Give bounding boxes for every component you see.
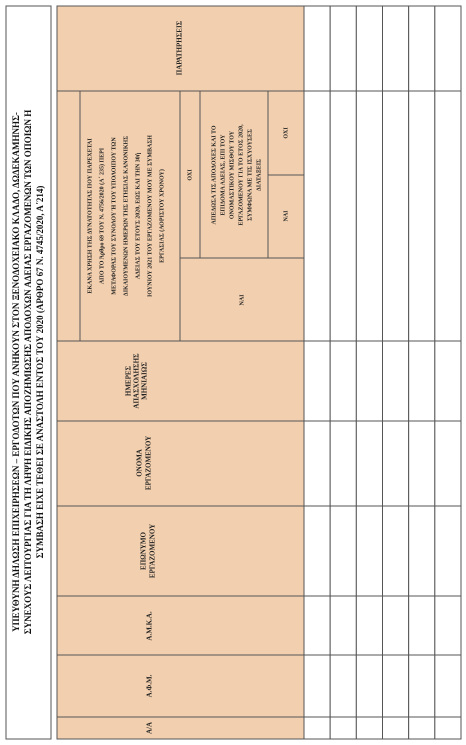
question-1-line-1: ΕΚΑΝΑ ΧΡΗΣΗ ΤΗΣ ΔΥΝΑΤΟΤΗΤΑΣ ΠΟΥ ΠΑΡΕΧΕΤΑΙ xyxy=(87,138,94,294)
question-1-line-3: ΜΕΤΑΦΟΡΑΣ ΤΟΥ ΣΥΝΟΛΟΥ Ή ΤΟΥ ΥΠΟΛΟΙΠΟΥ ΤΩΝ xyxy=(111,137,118,295)
question-1-line-6: ΙΟΥΝΙΟΥ 2021 ΤΟΥ ΕΡΓΑΖΟΜΕΝΟΥ ΜΟΥ ΜΕ ΣΥΜΒΑΣΗ xyxy=(147,135,154,297)
title-line-1: ΥΠΕΥΘΥΝΗ ΔΗΛΩΣΗ ΕΠΙΧΕΙΡΗΣΕΩΝ – ΕΡΓΟΔΟΤΩΝ ΠΟΥ ΑΝΗΚΟΥΝ ΣΤΟΝ ΞΕΝΟΔΟΧΕΙΑΚΟ ΚΛΑΔΟ, ΔΩΔΕΚΑΜΗΝΗΣ- xyxy=(11,112,22,632)
table-row[interactable] xyxy=(330,6,356,739)
question-2-line-2: ΕΠΙΔΟΜΑ ΑΔΕΙΑΣ, ΕΠΙ ΤΟΥ xyxy=(220,134,227,216)
title-line-3: ΣΥΜΒΑΣΗ ΕΙΧΕ ΤΕΘΕΙ ΣΕ ΑΝΑΣΤΟΛΗ ΕΝΤΟΣ ΤΟΥ 2020 (ΑΡΘΡΟ 67 Ν. 4745/2020, Α΄214) xyxy=(35,185,46,559)
table-row[interactable] xyxy=(383,6,409,739)
question-2-line-1: ΑΠΕΔΩΣΑ ΤΙΣ ΑΠΟΔΟΧΕΣ ΚΑΙ ΤΟ xyxy=(211,125,218,225)
column-header-onoma-1: ΟΝΟΜΑ xyxy=(135,449,144,477)
column-header-eponymo-1: ΕΠΩΝΥΜΟ xyxy=(139,532,148,570)
question-1-line-5: ΑΔΕΙΑΣ ΤΟΥ ΕΤΟΥΣ 2020, ΕΩΣ ΚΑΙ ΤΗΝ 30ή xyxy=(135,152,142,280)
column-header-afm: Α.Φ.Μ. xyxy=(145,674,154,698)
question-2-line-5: ΣΥΜΦΩΝΑ ΜΕ ΤΙΣ ΙΣΧΥΟΥΣΕΣ xyxy=(247,129,254,221)
question-1-line-2: ΑΠΟ ΤΟ Άρθρο 69 ΤΟΥ Ν. 4756/2020 (Α΄ 235) ΠΕΡΙ xyxy=(99,147,106,285)
form-title-block xyxy=(6,6,51,739)
q1-answer-no: ΟΧΙ xyxy=(187,169,194,181)
column-header-imeres-2: ΑΠΑΣΧΟΛΗΣΗΣ xyxy=(132,353,141,409)
table-row[interactable] xyxy=(356,6,382,739)
table-row[interactable] xyxy=(304,6,330,739)
q1-answer-yes: ΝΑΙ xyxy=(239,294,246,306)
column-header-imeres-1: ΗΜΕΡΕΣ xyxy=(124,365,133,397)
question-2-line-4: ΕΡΓΑΖΟΜΕΝΟΥ ΓΙΑ ΤΟ ΕΤΟΣ 2020, xyxy=(238,124,245,226)
question-2-line-3: ΟΝΟΜΑΣΤΙΚΟΥ ΜΙΣΘΟΥ ΤΟΥ xyxy=(229,130,236,220)
column-header-imeres-3: ΜΗΝΙΑΙΩΣ xyxy=(140,362,149,400)
question-1-line-7: ΕΡΓΑΣΙΑΣ (ΑΟΡΙΣΤΟΥ ΧΡΟΝΟΥ) xyxy=(159,169,166,263)
table-row[interactable] xyxy=(409,6,435,739)
table-row[interactable] xyxy=(435,6,461,739)
column-header-amka: Α.Μ.Κ.Α. xyxy=(145,611,154,641)
question-2-line-6: ΔΙΑΤΑΞΕΙΣ xyxy=(256,159,263,191)
column-header-aa: Α/Α xyxy=(145,721,154,735)
q2-answer-no: ΟΧΙ xyxy=(283,127,290,139)
column-header-paratiriseis: ΠΑΡΑΤΗΡΗΣΕΙΣ xyxy=(175,20,184,76)
data-rows xyxy=(304,6,461,739)
title-line-2: ΣΥΝΕΧΟΥΣ ΛΕΙΤΟΥΡΓΙΑΣ ΓΙΑ ΤΗ ΛΗΨΗ ΕΙΔΙΚΗΣ ΑΠΟΖΗΜΙΩΣΗΣ ΑΠΟΔΟΧΩΝ ΑΔΕΙΑΣ ΕΡΓΑΖΟΜΕΝΩΝ ΤΩΝ ΟΠΟΙΩΝ Η xyxy=(23,109,34,635)
question-1-line-4: ΔΙΚΑΙΟΥΜΕΝΩΝ ΗΜΕΡΩΝ ΤΗΣ ΕΤΗΣΙΑΣ ΚΑΝΟΝΙΚΗΣ xyxy=(123,135,130,297)
q2-answer-yes: ΝΑΙ xyxy=(283,210,290,222)
column-header-onoma-2: ΕΡΓΑΖΟΜΕΝΟΥ xyxy=(144,435,153,491)
column-header-eponymo-2: ΕΡΓΑΖΟΜΕΝΟΥ xyxy=(148,523,157,579)
